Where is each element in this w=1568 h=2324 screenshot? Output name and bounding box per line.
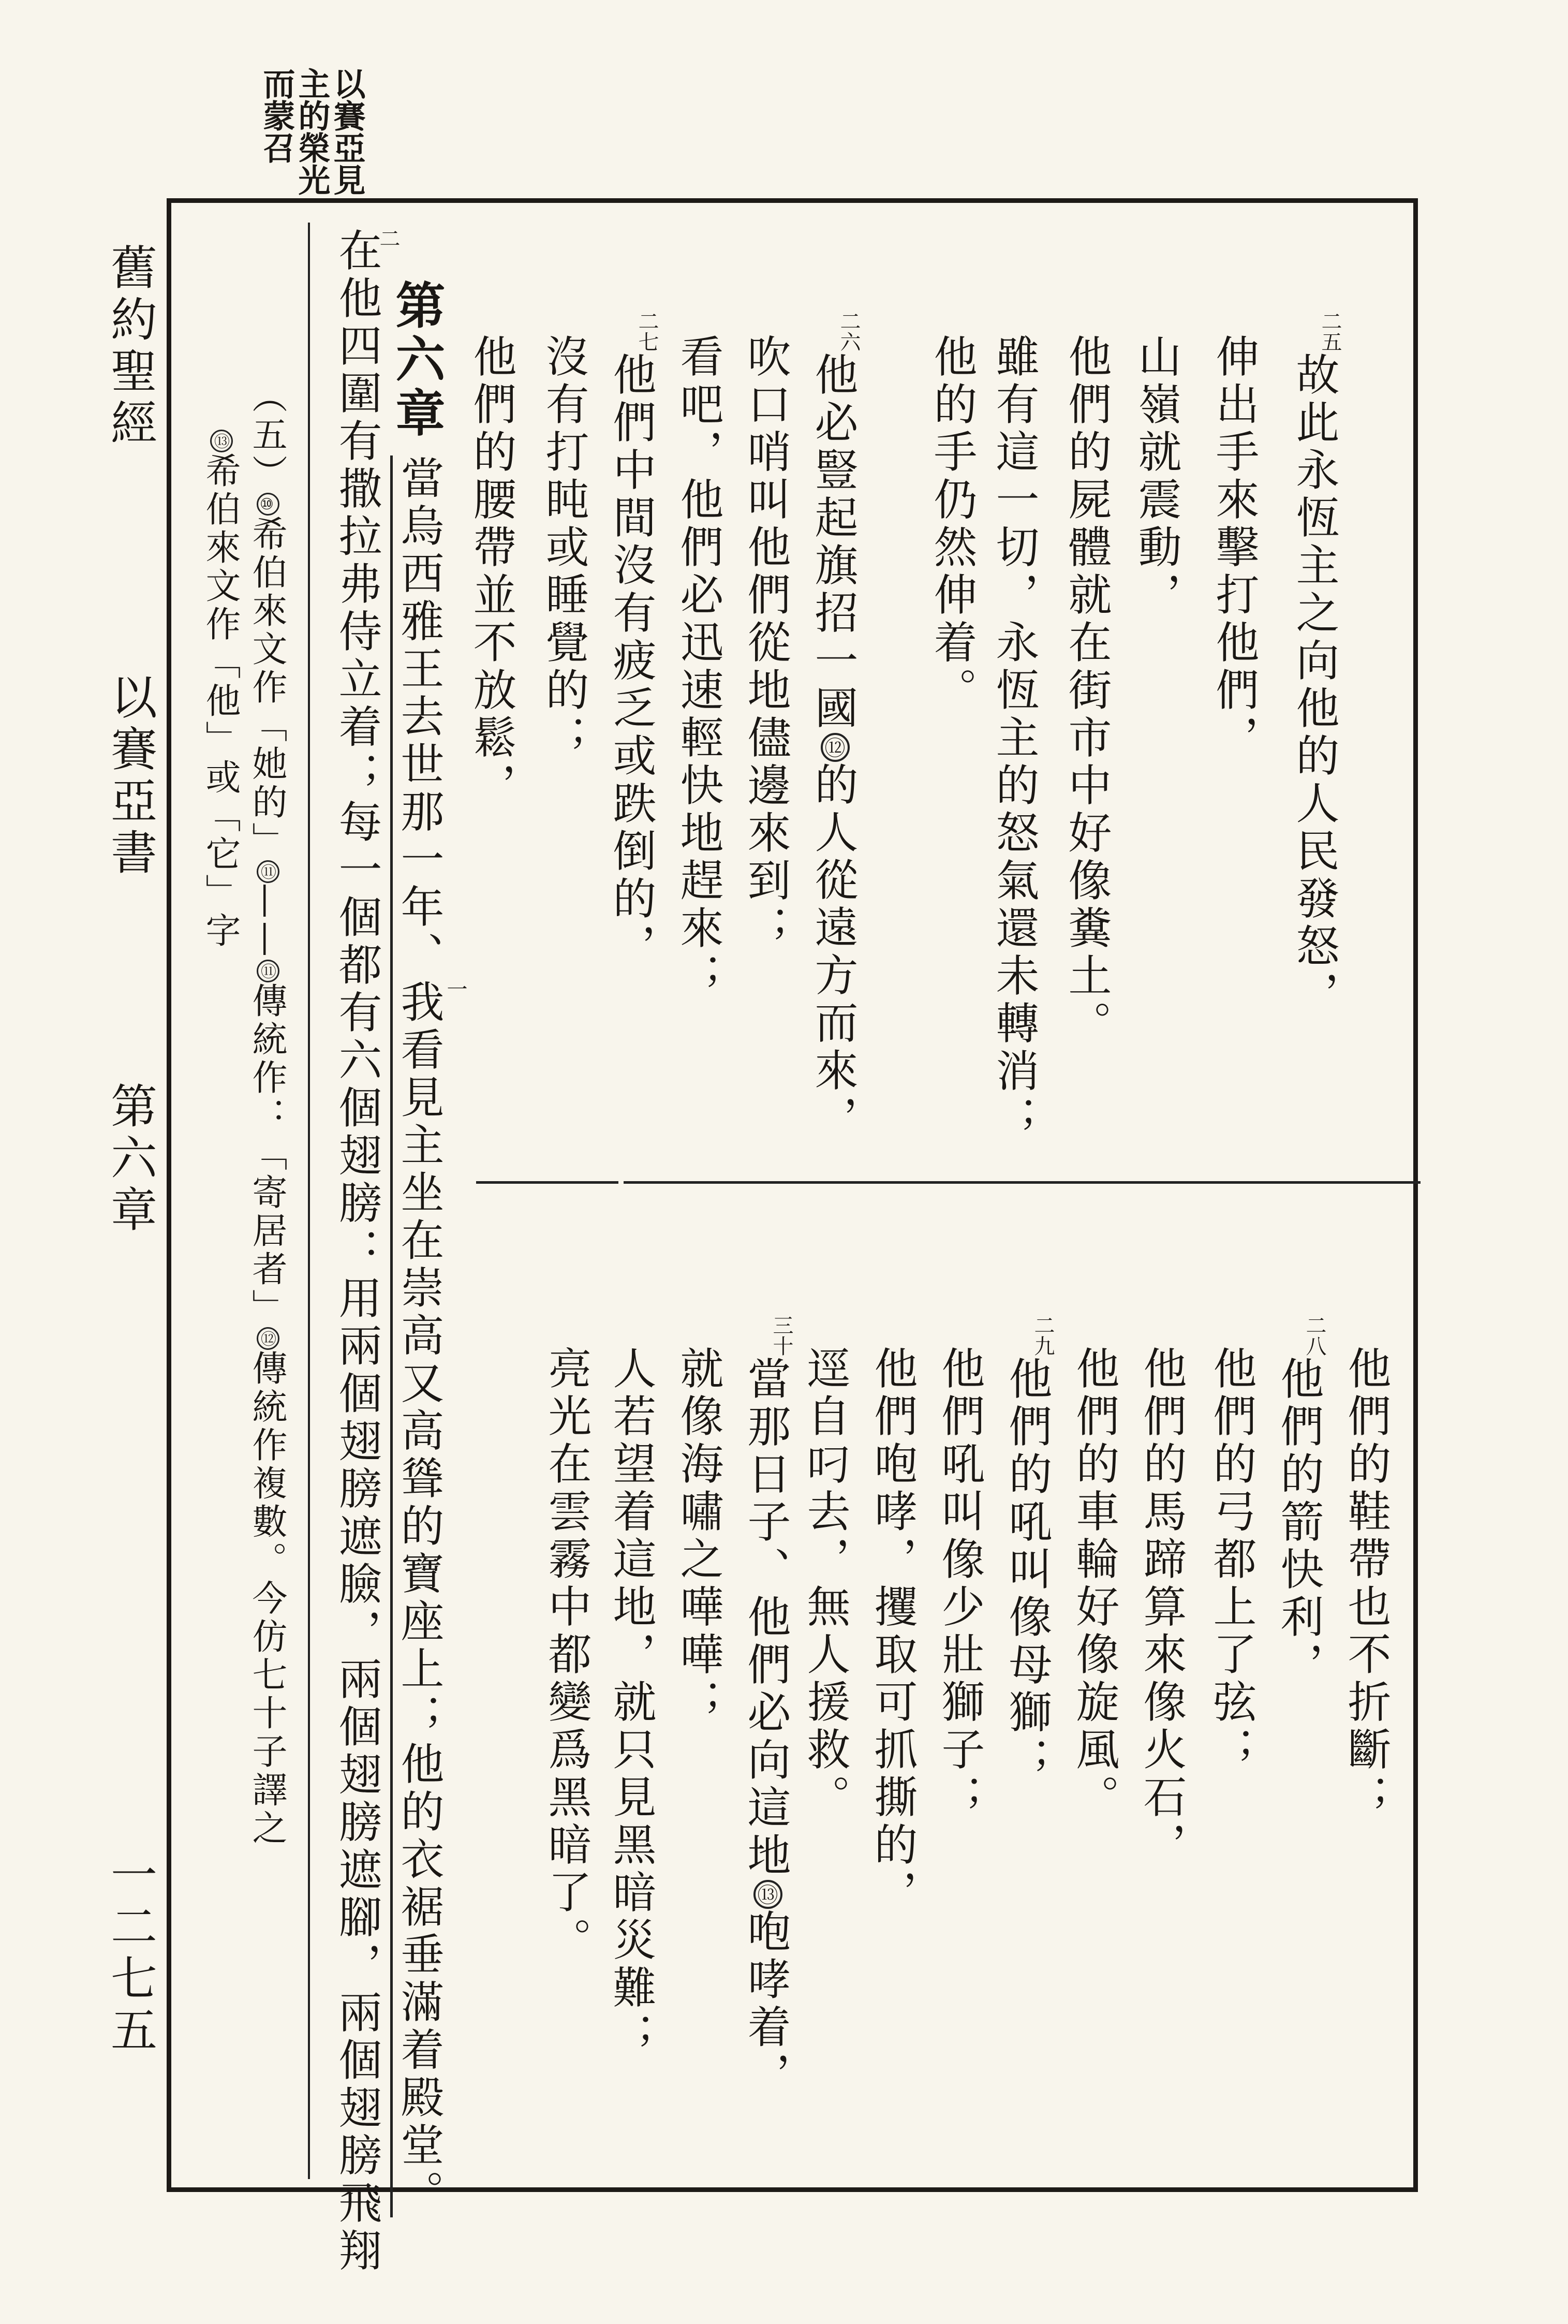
verse-line: 吹口哨叫他們從地儘邊來到； xyxy=(741,334,791,953)
verse-line: 二六他必豎起旗招一國⑫的人從遠方而來， xyxy=(808,311,861,1143)
verse-number: 二九 xyxy=(1031,1315,1055,1356)
section-divider xyxy=(624,1181,1421,1184)
verse-line: 在他四圍有撒拉弗侍立着；每一個都有六個翅膀：用兩個翅膀遮臉，兩個翅膀遮腳，兩個翅膀飛翔 xyxy=(332,228,382,2275)
verse-line: 他們的鞋帶也不折斷； xyxy=(1341,1346,1392,1822)
section-divider xyxy=(476,1181,618,1184)
verse-line: 人若望着這地，就只見黑暗災難； xyxy=(606,1346,657,2060)
verse-number: 二七 xyxy=(635,311,659,352)
verse-line: 伸出手來擊打他們， xyxy=(1209,334,1260,762)
footnote-ref: ⑫ xyxy=(821,733,850,762)
running-header-book: 舊約聖經 xyxy=(102,243,157,450)
verse-number: 二六 xyxy=(837,311,861,352)
verse-line: 他們的馬蹄算來像火石， xyxy=(1136,1346,1187,1870)
running-header-chapter: 第六章 xyxy=(102,1082,157,1237)
footnote-ref: ⑬ xyxy=(753,1880,782,1909)
corner-note xyxy=(329,67,365,196)
verse-line: 二七他們中間沒有疲乏或跌倒的， xyxy=(606,311,659,971)
verse-number: 一 xyxy=(443,978,467,999)
footnote-chapter-marker: （五） xyxy=(246,378,287,493)
verse-line: 逕自叼去，無人援救。 xyxy=(800,1346,851,1822)
verse-line: 山嶺就震動， xyxy=(1131,334,1182,620)
footnote-line: （五）⑩希伯來文作「她的」⑪——⑪傳統作：「寄居者」⑫傳統作複數。今仿七十子譯之 xyxy=(246,378,287,1848)
verse-line: 他們的弓都上了弦； xyxy=(1206,1346,1257,1774)
verse-number: 三十 xyxy=(770,1315,793,1356)
verse-line: 三十當那日子、他們必向這地⑬咆哮着， xyxy=(741,1315,793,2099)
footnote-ref: ⑫ xyxy=(257,1327,279,1350)
verse-line: 二九他們的吼叫像母獅； xyxy=(1002,1315,1055,1785)
corner-note xyxy=(293,67,330,196)
footnote-ref: ⑪ xyxy=(257,860,279,883)
verse-line: 他的手仍然伸着。 xyxy=(927,334,978,715)
corner-note xyxy=(258,67,294,164)
corner-note-line: 主的榮光 xyxy=(293,67,331,196)
verse-line: 他們咆哮，攫取可抓撕的， xyxy=(867,1346,918,1917)
verse-line: 就像海嘯之嘩嘩； xyxy=(673,1346,724,1727)
verse-line: 二五故此永恆主之向他的人民發怒， xyxy=(1289,311,1342,1019)
verse-line: 當烏西雅王去世那一年、我看見主坐在崇高又高聳的寶座上；他的衣裾垂滿着殿堂。 xyxy=(393,455,445,2217)
footnote-line: ⑬希伯來文作「他」或「它」字 xyxy=(199,430,241,950)
corner-note-line: 而蒙召 xyxy=(258,67,295,164)
verse-number: 二五 xyxy=(1318,311,1342,352)
verse-number: 二八 xyxy=(1303,1315,1326,1356)
verse-line: 他們的腰帶並不放鬆， xyxy=(466,334,517,810)
verse-line: 看吧，他們必迅速輕快地趕來； xyxy=(673,334,724,1001)
verse-line: 亮光在雲霧中都變爲黑暗了。 xyxy=(541,1346,592,1965)
footnote-ref: ⑪ xyxy=(257,960,279,982)
verse-line: 沒有打盹或睡覺的； xyxy=(539,334,589,762)
verse-line: 雖有這一切，永恆主的怒氣還未轉消； xyxy=(989,334,1040,1143)
page-number: 一二七五 xyxy=(102,1850,157,2057)
verse-line: 他們的屍體就在街市中好像糞土。 xyxy=(1061,334,1112,1048)
footnote-rule xyxy=(308,223,310,2179)
verse-number: 二 xyxy=(376,228,400,248)
footnote-ref: ⑩ xyxy=(257,493,279,516)
running-header-section: 以賽亞書 xyxy=(102,673,157,880)
chapter-heading: 第六章 xyxy=(388,280,446,441)
corner-note-line: 以賽亞見 xyxy=(328,67,366,196)
verse-line: 他們吼叫像少壯獅子； xyxy=(935,1346,985,1822)
footnote-ref: ⑬ xyxy=(210,430,233,452)
verse-line: 他們的車輪好像旋風。 xyxy=(1069,1346,1120,1822)
verse-line: 二八他們的箭快利， xyxy=(1274,1315,1326,1689)
